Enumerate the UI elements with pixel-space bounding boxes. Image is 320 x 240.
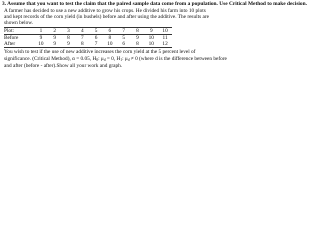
description-line-2: and kept records of the corn yield (in bushels) before and after using the additive. The results are bbox=[4, 14, 209, 20]
question-block bbox=[2, 1, 307, 69]
after-value: 12 bbox=[158, 41, 172, 48]
after-value: 8 bbox=[131, 41, 145, 48]
table-header-row bbox=[4, 28, 172, 35]
after-value: 7 bbox=[89, 41, 103, 48]
subscript: 1 bbox=[120, 57, 123, 62]
before-value: 9 bbox=[53, 35, 57, 42]
description-line-3: shown below. bbox=[4, 20, 34, 27]
before-value: 11 bbox=[162, 35, 168, 42]
after-value: 10 bbox=[34, 41, 48, 48]
footer-line-3: and after (before - after).Show all your work and graph. bbox=[4, 62, 123, 69]
plot-number: 4 bbox=[75, 28, 89, 35]
plot-number: 1 bbox=[34, 28, 48, 35]
plot-number: 8 bbox=[131, 28, 145, 35]
footer-text: = 0, H bbox=[105, 55, 121, 62]
plot-number: 10 bbox=[158, 28, 172, 35]
before-value: 9 bbox=[39, 35, 43, 42]
before-value: 5 bbox=[122, 35, 125, 42]
before-value: 8 bbox=[108, 35, 112, 42]
after-value: 8 bbox=[75, 41, 89, 48]
before-value: 7 bbox=[80, 35, 84, 42]
table-row-after bbox=[4, 41, 172, 48]
after-value: 10 bbox=[144, 41, 158, 48]
plot-number: 9 bbox=[144, 28, 158, 35]
footer-line-2 bbox=[4, 55, 227, 63]
description-line-1: A farmer has decided to use a new additive to grow his crops. He divided his farm into 10 plots bbox=[4, 7, 206, 14]
yield-table bbox=[4, 27, 172, 48]
alpha-symbol: α bbox=[72, 55, 75, 62]
footer-text: : μ bbox=[122, 55, 128, 62]
after-value: 9 bbox=[48, 41, 62, 48]
footer-line-1: You wish to test if the use of new additive increases the corn yield at the 5 percent level of bbox=[4, 49, 196, 56]
plot-number: 5 bbox=[89, 28, 103, 35]
row-label-after: After bbox=[4, 41, 34, 48]
subscript: d bbox=[127, 57, 130, 62]
footer-text: significance. (Critical Method), bbox=[4, 55, 73, 62]
after-value: 6 bbox=[117, 41, 131, 48]
before-value: 10 bbox=[148, 35, 154, 42]
question-heading: 3. Assume that you want to test the claim that the paired sample data come from a population. Use Critical Method to make decision. bbox=[2, 1, 307, 7]
before-value: 9 bbox=[136, 35, 139, 42]
after-value: 10 bbox=[103, 41, 117, 48]
before-value: 6 bbox=[94, 35, 98, 42]
footer-text: = 0.05, H bbox=[74, 55, 97, 62]
subscript: d bbox=[103, 57, 106, 62]
footer-text: ≠ 0 (where d is the difference between before bbox=[129, 55, 227, 62]
before-value: 8 bbox=[67, 35, 70, 42]
subscript: 0 bbox=[96, 57, 99, 62]
footer-text: : μ bbox=[98, 55, 104, 62]
plot-number: 7 bbox=[117, 28, 131, 35]
after-value: 9 bbox=[62, 41, 76, 48]
plot-number: 3 bbox=[62, 28, 76, 35]
plot-number: 2 bbox=[48, 28, 62, 35]
plot-number: 6 bbox=[103, 28, 117, 35]
row-label-before: Before bbox=[4, 35, 19, 42]
plot-header-label: Plot: bbox=[4, 28, 34, 35]
